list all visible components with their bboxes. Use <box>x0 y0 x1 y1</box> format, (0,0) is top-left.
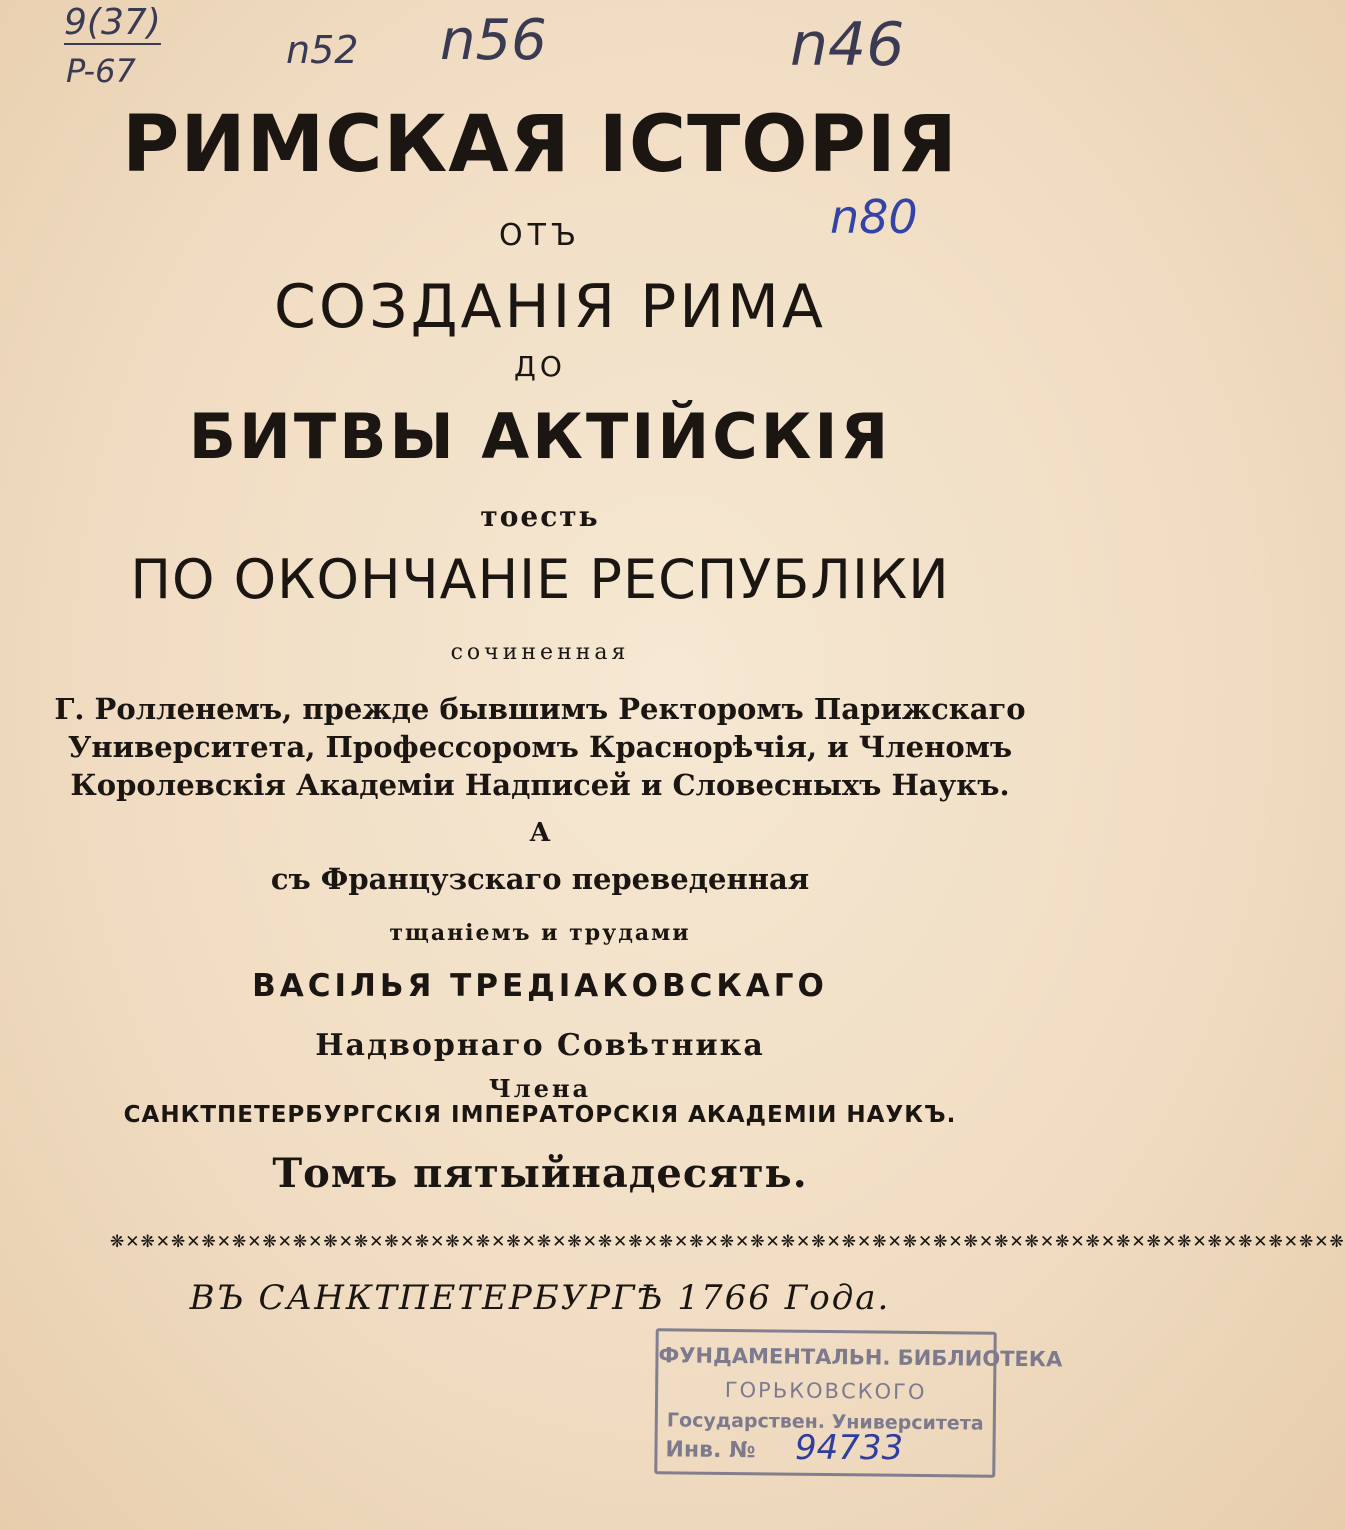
inventory-mark-side: n80 <box>830 190 918 244</box>
title-battle-of-actium: БИТВЫ АКТІЙСКІЯ <box>188 400 892 473</box>
title-end-of-republic: ПО ОКОНЧАНІЕ РЕСПУБЛІКИ <box>130 548 950 611</box>
ornamental-rule: ❋✕❋✕❋✕❋✕❋✕❋✕❋✕❋✕❋✕❋✕❋✕❋✕❋✕❋✕❋✕❋✕❋✕❋✕❋✕❋✕❋✕❋✕❋✕❋✕❋✕❋✕❋✕❋✕❋✕❋✕❋✕❋✕❋✕❋✕❋✕❋✕❋✕❋✕❋✕❋✕❋ <box>110 1232 1345 1252</box>
author-line-3: Королевскія Академіи Надписей и Словесныхъ Наукъ. <box>70 768 1010 802</box>
imprint: ВЪ САНКТПЕТЕРБУРГѢ 1766 Года. <box>189 1278 891 1318</box>
shelfmark-top-left: 9(37) <box>64 2 161 43</box>
volume-number: Томъ пятыйнадесять. <box>272 1150 808 1197</box>
inventory-mark-2: n56 <box>440 8 547 73</box>
by-efforts: тщаніемъ и трудами <box>389 920 691 946</box>
translator-rank: Надворнаго Совѣтника <box>315 1028 765 1063</box>
title-to: ДО <box>514 350 566 383</box>
shelfmark-second: P-67 <box>66 52 136 90</box>
inventory-mark-1: n52 <box>286 28 359 72</box>
main-title: РИМСКАЯ ІСТОРІЯ <box>122 100 958 190</box>
title-founding-of-rome: СОЗДАНІЯ РИМА <box>274 272 826 342</box>
conjunction-a: А <box>529 818 551 848</box>
academy-name: САНКТПЕТЕРБУРГСКІЯ ІМПЕРАТОРСКІЯ АКАДЕМІИ НАУКЪ. <box>123 1102 957 1128</box>
inventory-mark-3: n46 <box>790 10 905 80</box>
translator-name: ВАСІЛЬЯ ТРЕДІАКОВСКАГО <box>252 968 828 1004</box>
title-that-is: тоесть <box>480 500 600 533</box>
author-line-1: Г. Ролленемъ, прежде бывшимъ Ректоромъ Парижскаго <box>54 692 1026 726</box>
author-line-2: Университета, Профессоромъ Краснорѣчія, и Членомъ <box>67 730 1013 764</box>
stamp-line-university: Государствен. Университета <box>666 1409 984 1435</box>
title-composed: сочиненная <box>450 640 630 665</box>
title-from: ОТЪ <box>499 218 581 253</box>
stamp-line-city: ГОРЬКОВСКОГО <box>724 1377 927 1405</box>
stamp-inventory-number: 94733 <box>795 1428 904 1468</box>
translated-from-french: съ Французскаго переведенная <box>270 862 810 896</box>
member-of: Члена <box>488 1074 592 1103</box>
stamp-line-library: ФУНДАМЕНТАЛЬН. БИБЛИОТЕКА <box>658 1343 1063 1372</box>
stamp-line-inventory: Инв. № <box>665 1437 756 1464</box>
